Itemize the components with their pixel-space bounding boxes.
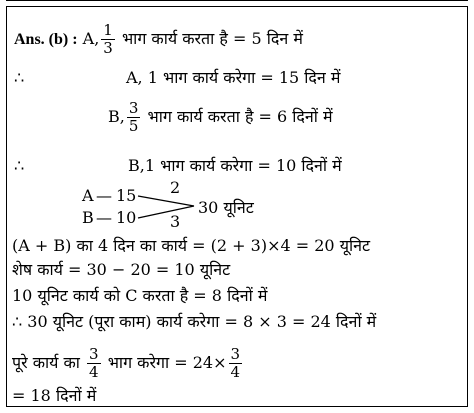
line-11	[12, 386, 96, 406]
answer-prefix: Ans. (b) :	[14, 31, 78, 48]
diagram-bottom-number: 3	[170, 212, 181, 231]
fraction-denominator: 5	[128, 117, 139, 135]
work-units-diagram	[80, 180, 280, 230]
diagram-top-number: 2	[170, 178, 181, 197]
line-1-text: भाग कार्य करता है = 5 दिन में	[121, 29, 303, 48]
line-9	[12, 312, 376, 332]
line-2	[14, 68, 24, 88]
fraction-denominator: 4	[230, 363, 241, 381]
fraction-denominator: 4	[89, 363, 99, 381]
line-1	[14, 22, 303, 57]
line-9-text: ∴ 30 यूनिट (पूरा काम) कार्य करेगा = 8 × 3 = 24 दिनों में	[12, 312, 377, 331]
line-8-text: 10 यूनिट कार्य को C करता है = 8 दिनों में	[12, 286, 268, 305]
worker-b-label: B,	[108, 107, 125, 126]
line-10	[12, 346, 244, 381]
diagram-a-value: 15	[116, 186, 137, 205]
line-2-text: A, 1 भाग कार्य करेगा = 15 दिन में	[126, 68, 341, 87]
diagram-b-label: B	[82, 208, 94, 227]
line-10-pre: पूरे कार्य का	[12, 353, 80, 372]
line-6	[12, 236, 370, 256]
line-7-text: शेष कार्य = 30 − 20 = 10 यूनिट	[12, 260, 231, 279]
fraction-numerator: 3	[230, 345, 241, 363]
line-8	[12, 286, 267, 306]
line-11-text: = 18 दिनों में	[12, 386, 97, 405]
diagram-b-value: 10	[116, 208, 137, 227]
top-rule	[6, 0, 468, 1]
diagram-a-dash: —	[96, 186, 112, 205]
line-7	[12, 260, 230, 280]
line-3	[108, 100, 333, 135]
fraction-three-fourths-2	[229, 346, 243, 381]
fraction-one-third	[101, 22, 115, 57]
therefore-symbol: ∴	[14, 68, 25, 87]
fraction-three-fourths	[87, 346, 101, 381]
line-4-content	[128, 156, 342, 176]
therefore-symbol: ∴	[14, 156, 25, 175]
line-6-text: (A + B) का 4 दिन का कार्य = (2 + 3)×4 = 20 यूनिट	[12, 236, 371, 255]
fraction-numerator: 3	[128, 99, 139, 117]
worker-a-label: A,	[82, 29, 100, 48]
line-4	[14, 156, 24, 176]
line-2-content	[126, 68, 340, 88]
arrow-line-top	[138, 196, 194, 206]
diagram-arrows	[80, 180, 280, 230]
diagram-a-label: A	[82, 186, 94, 205]
line-10-mid: भाग करेगा = 24×	[107, 353, 227, 372]
fraction-denominator: 3	[103, 39, 113, 57]
line-4-text: B,1 भाग कार्य करेगा = 10 दिनों में	[128, 156, 342, 175]
line-3-text: भाग कार्य करता है = 6 दिनों में	[147, 107, 333, 126]
arrow-line-bottom	[138, 206, 194, 218]
fraction-three-fifths	[127, 100, 141, 135]
fraction-numerator: 1	[103, 21, 113, 39]
fraction-numerator: 3	[89, 345, 99, 363]
diagram-b-value-dash: —	[96, 208, 112, 227]
diagram-total: 30 यूनिट	[198, 198, 254, 217]
